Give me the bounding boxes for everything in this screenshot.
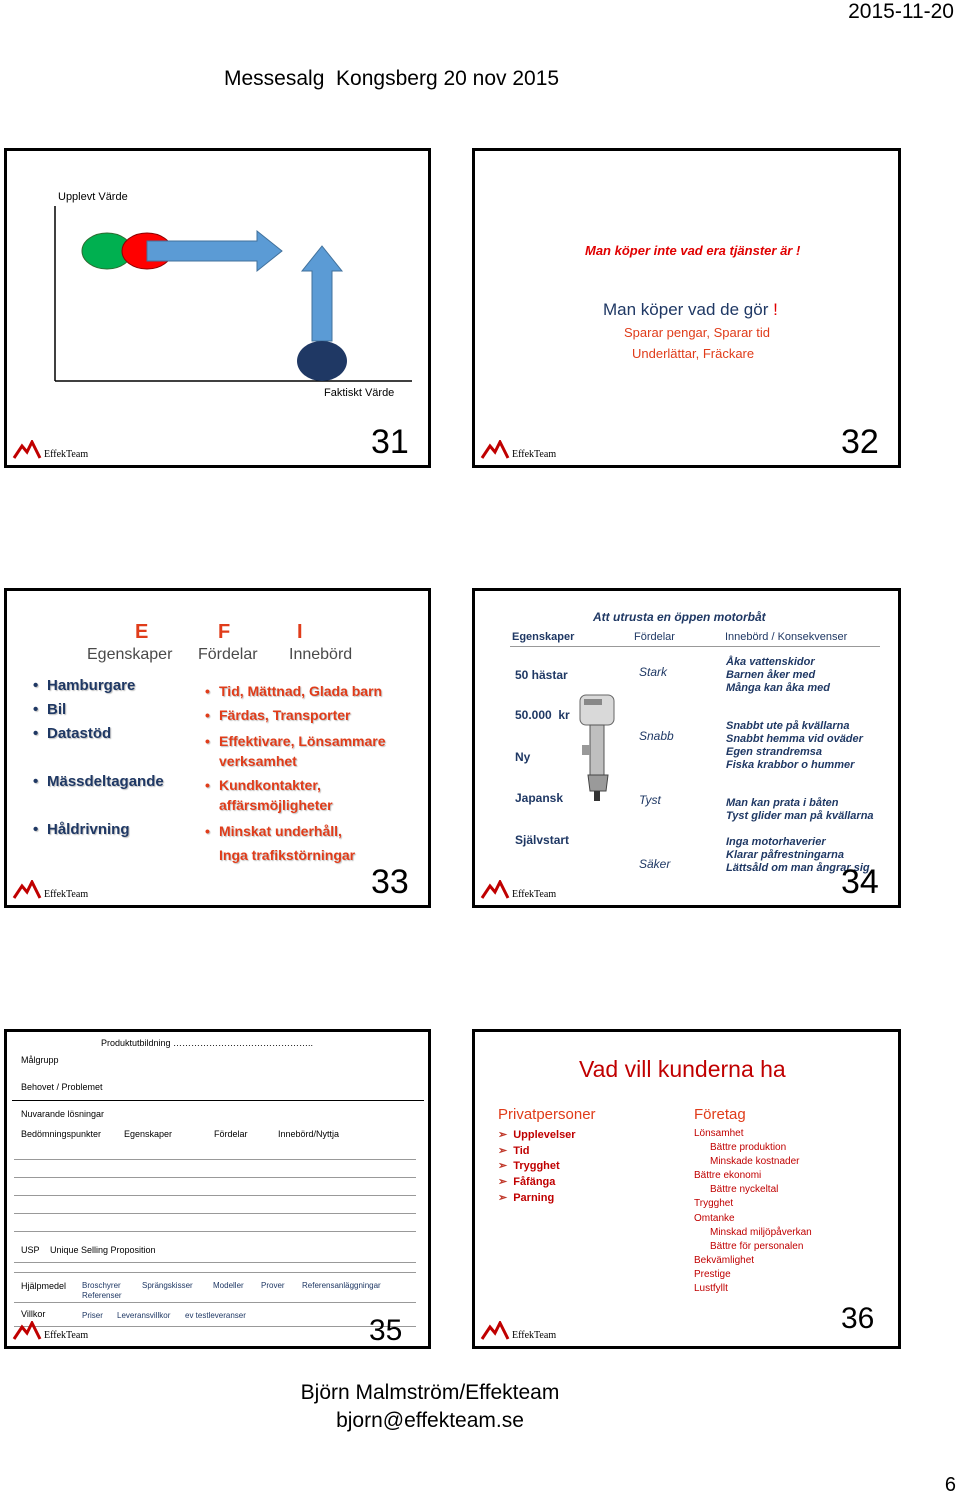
slide-31 (4, 148, 431, 468)
logo-icon (480, 440, 510, 460)
right-item: • Färdas, Transporter (219, 707, 351, 723)
hdr-innebord: Innebörd / Konsekvenser (725, 631, 848, 643)
header-rule (510, 646, 880, 647)
slide-35 (4, 1029, 431, 1349)
slide36-title: Vad vill kunderna ha (579, 1056, 786, 1082)
foretag-item: Prestige (694, 1268, 731, 1280)
slide34-title: Att utrusta en öppen motorbåt (593, 610, 766, 624)
col-i-letter: I (297, 621, 303, 643)
innebord-group: Inga motorhaverier Klarar påfrestningarna Lättsåld om man ångrar sig (726, 836, 870, 874)
logo-icon (12, 880, 42, 900)
foretag-item: Minskad miljöpåverkan (710, 1226, 812, 1238)
blank-line (14, 1213, 416, 1214)
slide-32 (472, 148, 901, 468)
right-item: • Effektivare, Lönsammare verksamhet (219, 731, 386, 771)
logo: EffekTeam (12, 880, 88, 900)
usp-text: Unique Selling Proposition (50, 1245, 156, 1255)
privat-item: ➢ Parning (498, 1191, 576, 1207)
right-item: • Kundkontakter, affärsmöjligheter (219, 775, 333, 815)
slide-number: 34 (841, 863, 879, 901)
page-number: 6 (944, 1474, 956, 1496)
foretag-item: Bättre produktion (710, 1142, 787, 1154)
produktutbildning: Produktutbildning ……………………………………….. (101, 1038, 314, 1048)
col-e-letter: E (135, 621, 149, 643)
villkor: Villkor (21, 1309, 46, 1319)
hjalpmedel: Hjälpmedel (21, 1281, 67, 1291)
foretag-item: Lönsamhet (694, 1128, 744, 1139)
hjalp-item: Broschyrer (82, 1281, 121, 1290)
hjalp-item: Prover (261, 1281, 285, 1290)
foretag-item: Minskade kostnader (710, 1156, 800, 1168)
logo: EffekTeam (12, 440, 88, 460)
hdr-fordelar: Fördelar (198, 646, 258, 663)
logo: EffekTeam (12, 1321, 88, 1341)
outboard-motor-image (572, 691, 624, 803)
egenskap: Japansk (515, 791, 564, 805)
logo-icon (480, 1321, 510, 1341)
hdr-egenskaper: Egenskaper (512, 631, 575, 643)
slide-number: 35 (369, 1314, 403, 1347)
footer-email: bjorn@effekteam.se (336, 1409, 524, 1432)
right-item: • Tid, Mättnad, Glada barn (219, 683, 382, 699)
right-arrow (147, 231, 282, 271)
hdr-innebord: Innebörd (289, 646, 353, 663)
navy-circle (297, 341, 347, 381)
fordel: Tyst (639, 793, 661, 807)
innebord-group: Åka vattenskidor Barnen åker med Många kan åka med (726, 656, 830, 694)
page-title: Messesalg Kongsberg 20 nov 2015 (224, 67, 560, 90)
slide-number: 36 (841, 1302, 875, 1335)
malgrupp: Målgrupp (21, 1055, 59, 1065)
blank-line (14, 1262, 416, 1263)
privat-list (498, 1128, 576, 1207)
hjalp-item: Modeller (213, 1281, 244, 1290)
egenskap: Självstart (515, 833, 570, 847)
privat-item: ➢ Trygghet (498, 1159, 576, 1175)
blank-line (14, 1302, 416, 1303)
foretag-item: Trygghet (694, 1198, 734, 1210)
footer-name: Björn Malmström/Effekteam (300, 1381, 560, 1404)
hjalp-item: Referensanläggningar (302, 1281, 381, 1290)
referenser: Referenser (82, 1291, 122, 1300)
col-f-letter: F (218, 621, 231, 643)
fordel: Snabb (639, 729, 674, 743)
nuvarande: Nuvarande lösningar (21, 1109, 105, 1119)
left-item: • Mässdeltagande (47, 773, 164, 790)
up-arrow (302, 246, 342, 341)
egenskap: 50.000 kr (515, 708, 570, 722)
egenskaper-label: Egenskaper (124, 1129, 173, 1139)
slide-number: 32 (841, 423, 879, 461)
egenskap: 50 hästar (515, 668, 568, 682)
bedomningspunkter: Bedömningspunkter (21, 1129, 102, 1139)
villkor-item: Leveransvillkor (117, 1311, 171, 1320)
privat-item: ➢ Upplevelser (498, 1128, 576, 1144)
logo: EffekTeam (480, 1321, 556, 1341)
privat-title: Privatpersoner (498, 1106, 596, 1123)
foretag-item: Bekvämlighet (694, 1254, 755, 1266)
blank-line (14, 1177, 416, 1178)
blank-line (14, 1195, 416, 1196)
slide32-line4: Underlättar, Fräckare (632, 346, 755, 361)
fordelar-label: Fördelar (214, 1129, 248, 1139)
foretag-list (694, 1127, 812, 1296)
egenskap: Ny (515, 750, 531, 764)
page-date: 2015-11-20 (848, 0, 954, 23)
hdr-egenskaper: Egenskaper (87, 646, 173, 663)
y-axis-label: Upplevt Värde (58, 191, 128, 203)
rule (12, 1100, 424, 1101)
usp: USP (21, 1245, 40, 1255)
fordel: Stark (639, 665, 668, 679)
logo: EffekTeam (480, 880, 556, 900)
behovet: Behovet / Problemet (21, 1082, 103, 1092)
villkor-item: ev testleveranser (185, 1311, 246, 1320)
left-item: • Hamburgare (47, 677, 135, 694)
foretag-item: Lustfyllt (694, 1283, 728, 1295)
foretag-item: Bättre ekonomi (694, 1170, 762, 1182)
blank-line (14, 1272, 416, 1273)
right-item: • Minskat underhåll, Inga trafikstörningar (219, 819, 355, 867)
privat-item: ➢ Fåfänga (498, 1175, 576, 1191)
blank-line (14, 1231, 416, 1232)
left-item: • Datastöd (47, 725, 111, 742)
foretag-item: Bättre för personalen (710, 1240, 804, 1252)
innebord-group: Snabbt ute på kvällarna Snabbt hemma vid oväder Egen strandremsa Fiska krabbor o hummer (726, 720, 863, 771)
privat-item: ➢ Tid (498, 1144, 576, 1160)
foretag-item: Bättre nyckeltal (710, 1184, 779, 1196)
logo-icon (12, 440, 42, 460)
slide-number: 33 (371, 863, 409, 901)
hjalp-item: Sprängskisser (142, 1281, 193, 1290)
slide-number: 31 (371, 423, 409, 461)
logo: EffekTeam (480, 440, 556, 460)
slide32-line2: Man köper vad de gör ! (603, 300, 778, 319)
villkor-item: Priser (82, 1311, 103, 1320)
slide-33 (4, 588, 431, 908)
blank-line (14, 1159, 416, 1160)
innebord-label: Innebörd/Nyttja (278, 1129, 340, 1139)
innebord-group: Man kan prata i båten Tyst glider man på kvällarna (726, 797, 874, 822)
foretag-title: Företag (694, 1106, 746, 1123)
slide-36 (472, 1029, 901, 1349)
slide32-line1: Man köper inte vad era tjänster är ! (585, 243, 801, 258)
slide32-line3: Sparar pengar, Sparar tid (624, 325, 770, 340)
x-axis-label: Faktiskt Värde (324, 387, 395, 399)
left-item: • Håldrivning (47, 821, 130, 838)
left-item: • Bil (47, 701, 66, 718)
logo-icon (480, 880, 510, 900)
fordel: Säker (639, 857, 671, 871)
foretag-item: Omtanke (694, 1212, 735, 1224)
slide-34 (472, 588, 901, 908)
value-diagram (7, 151, 428, 465)
hdr-fordelar: Fördelar (634, 631, 675, 643)
logo-icon (12, 1321, 42, 1341)
